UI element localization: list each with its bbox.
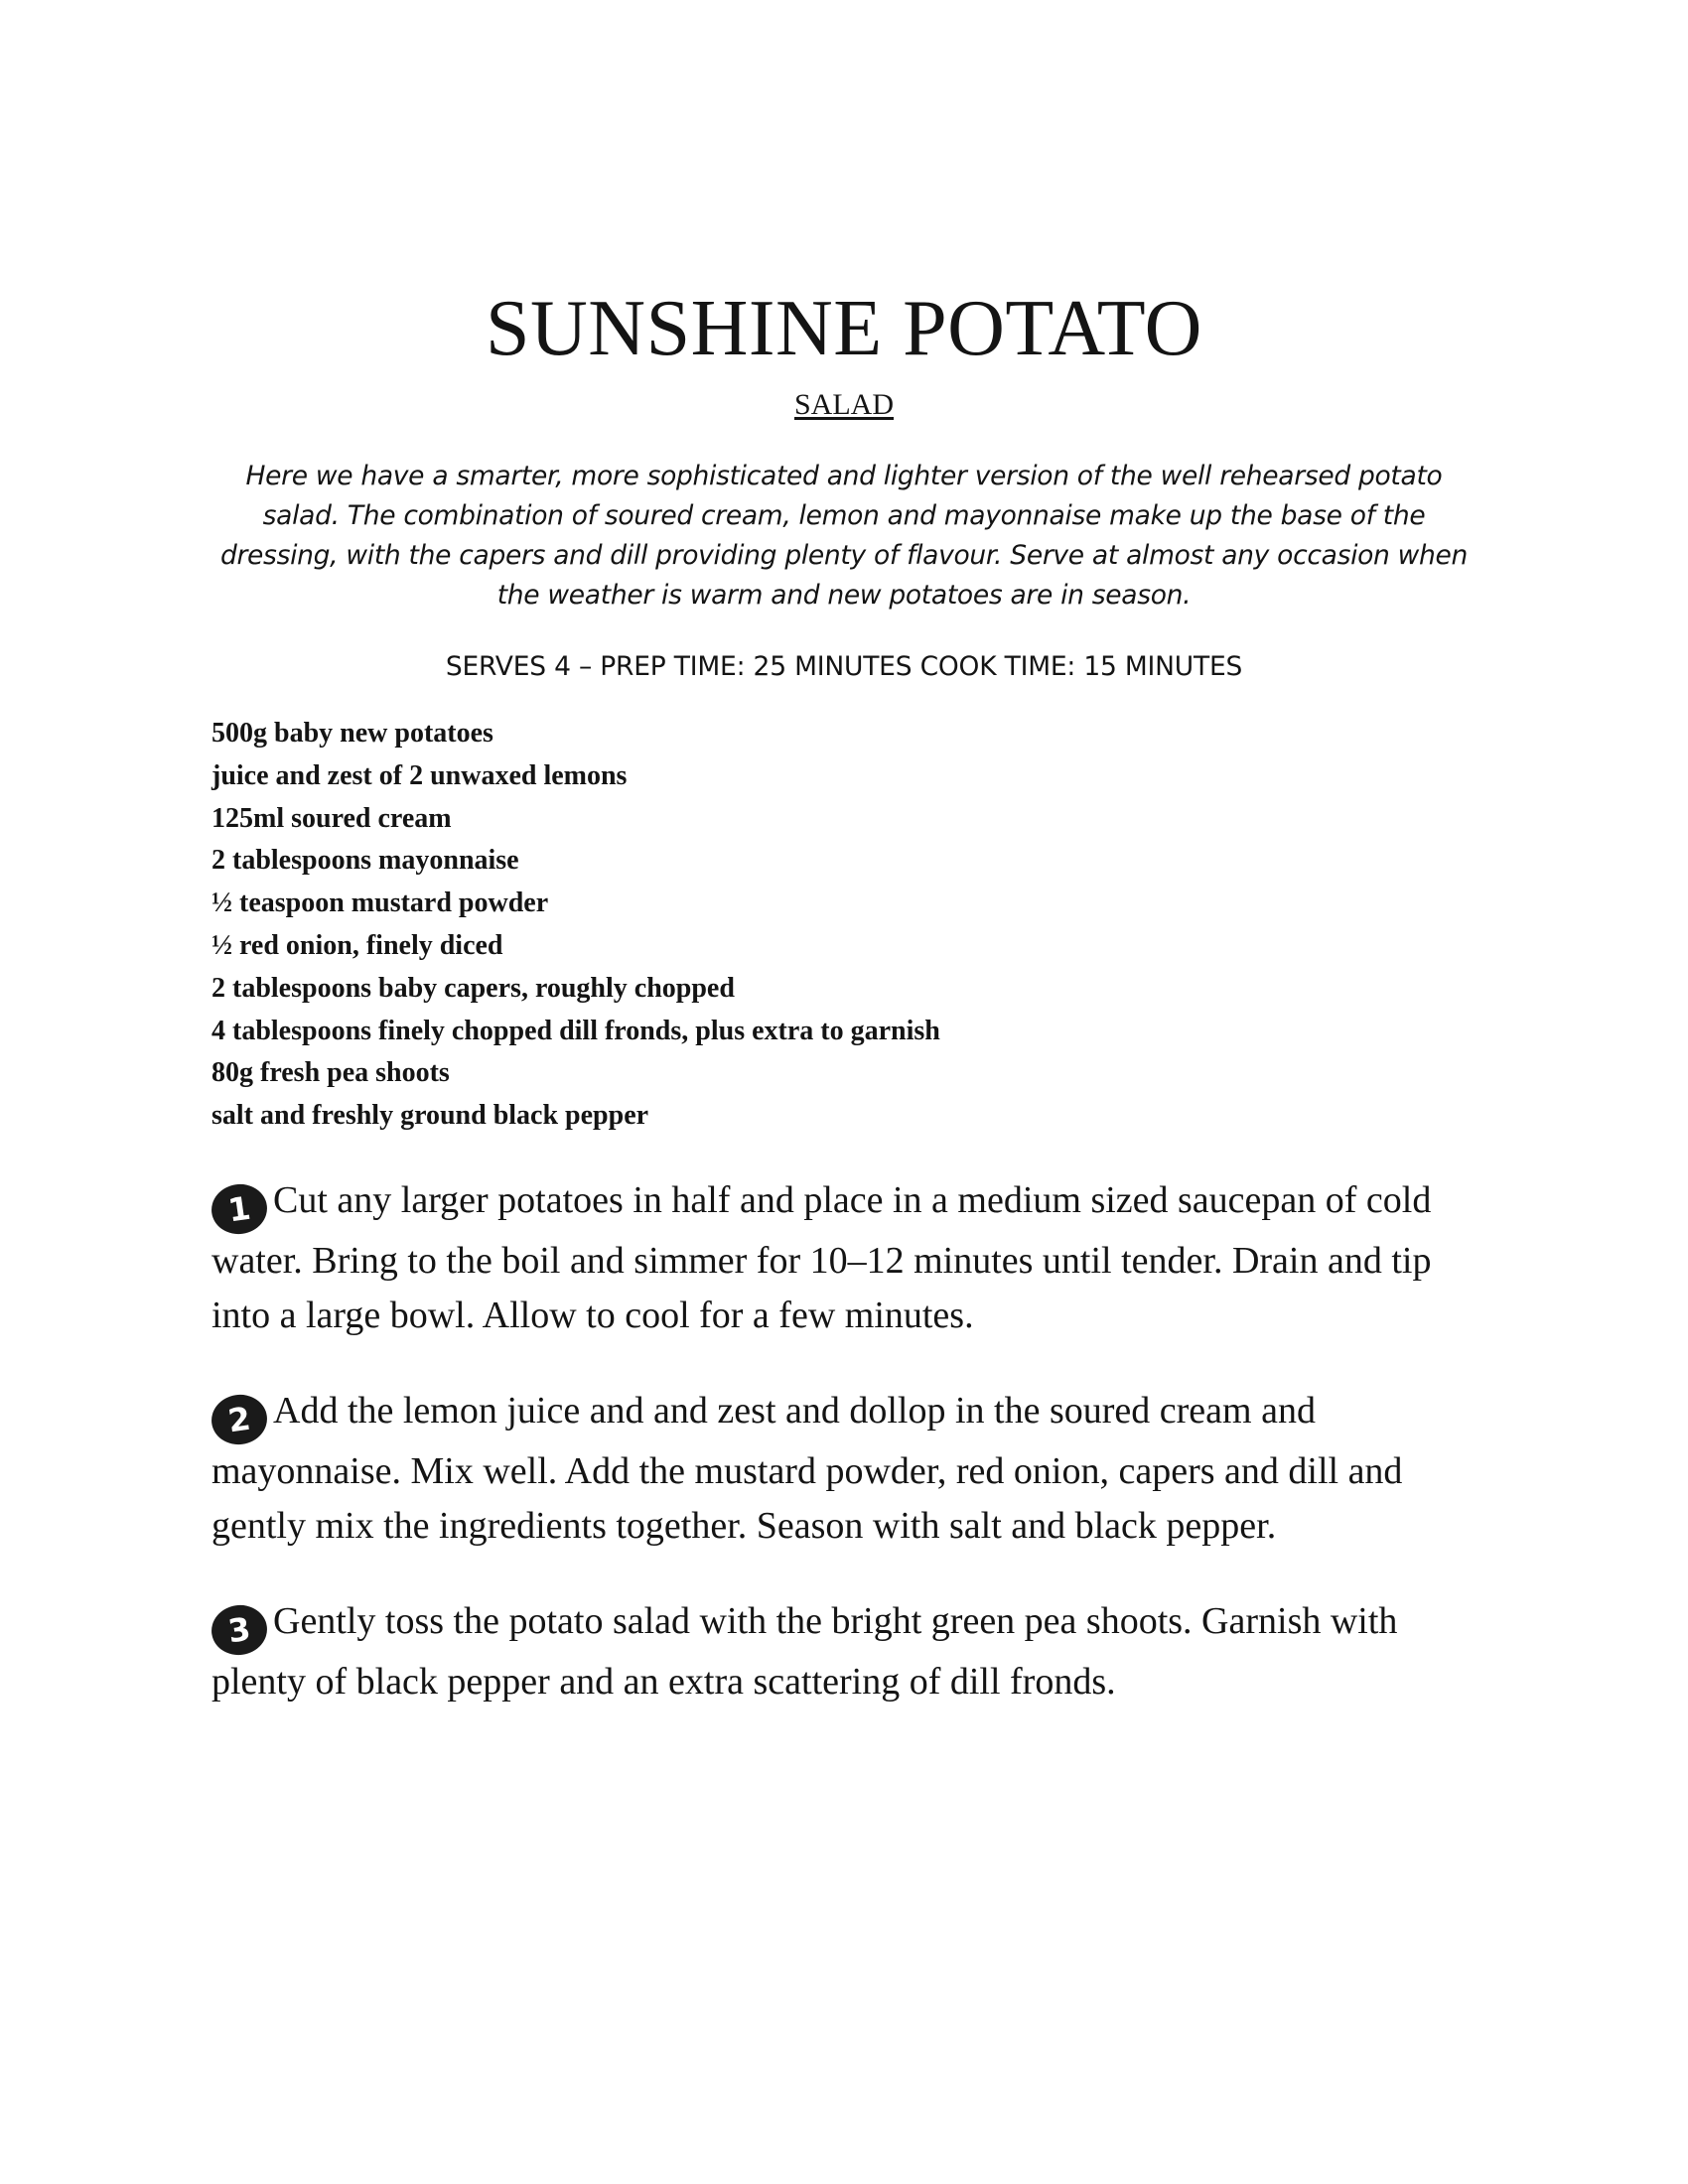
step-text: Add the lemon juice and and zest and dollop in the soured cream and mayonnaise. Mix well. Add the mustard powder, red onion, capers and dill and gently mix the ingredients together. Season with salt and black pepper. <box>211 1390 1403 1547</box>
ingredient-item: juice and zest of 2 unwaxed lemons <box>211 759 628 791</box>
recipe-meta: SERVES 4 – PREP TIME: 25 MINUTES COOK TIME: 15 MINUTES <box>445 651 1243 682</box>
step-number-badge: 3 <box>209 1601 270 1658</box>
ingredient-item: 125ml soured cream <box>211 802 452 834</box>
ingredient-item: 80g fresh pea shoots <box>211 1057 450 1089</box>
step-text: Gently toss the potato salad with the bright green pea shoots. Garnish with plenty of black pepper and an extra scattering of dill fronds. <box>211 1600 1398 1703</box>
method-step <box>211 1384 1492 1554</box>
ingredient-item: 2 tablespoons baby capers, roughly chopped <box>211 972 735 1004</box>
ingredient-item: 2 tablespoons mayonnaise <box>211 845 519 877</box>
recipe-subtitle: SALAD <box>793 388 894 421</box>
step-number-badge: 2 <box>209 1391 270 1447</box>
method-steps <box>211 1173 1492 1750</box>
ingredients-list <box>211 713 940 1138</box>
method-step <box>211 1173 1492 1343</box>
ingredient-item: 500g baby new potatoes <box>211 718 493 749</box>
ingredient-item: 4 tablespoons finely chopped dill fronds, plus extra to garnish <box>211 1015 940 1046</box>
method-step <box>211 1594 1492 1709</box>
ingredient-item: ½ red onion, finely diced <box>211 929 503 961</box>
ingredient-item: ½ teaspoon mustard powder <box>211 887 549 919</box>
step-text: Cut any larger potatoes in half and place in a medium sized saucepan of cold water. Bring to the boil and simmer for 10–12 minutes until tender. Drain and tip into a large bowl. Allow to cool for a few minutes. <box>211 1179 1432 1336</box>
recipe-title: SUNSHINE POTATO <box>486 285 1202 372</box>
step-number-badge: 1 <box>209 1180 270 1237</box>
ingredient-item: salt and freshly ground black pepper <box>211 1100 649 1132</box>
recipe-intro: Here we have a smarter, more sophisticated and lighter version of the well rehearsed potato salad. The combination of soured cream, lemon and mayonnaise make up the base of the dressing, with the capers and dill providing plenty of flavour. Serve at almost any occasion when the weather is warm and new potatoes are in season. <box>219 461 1469 611</box>
